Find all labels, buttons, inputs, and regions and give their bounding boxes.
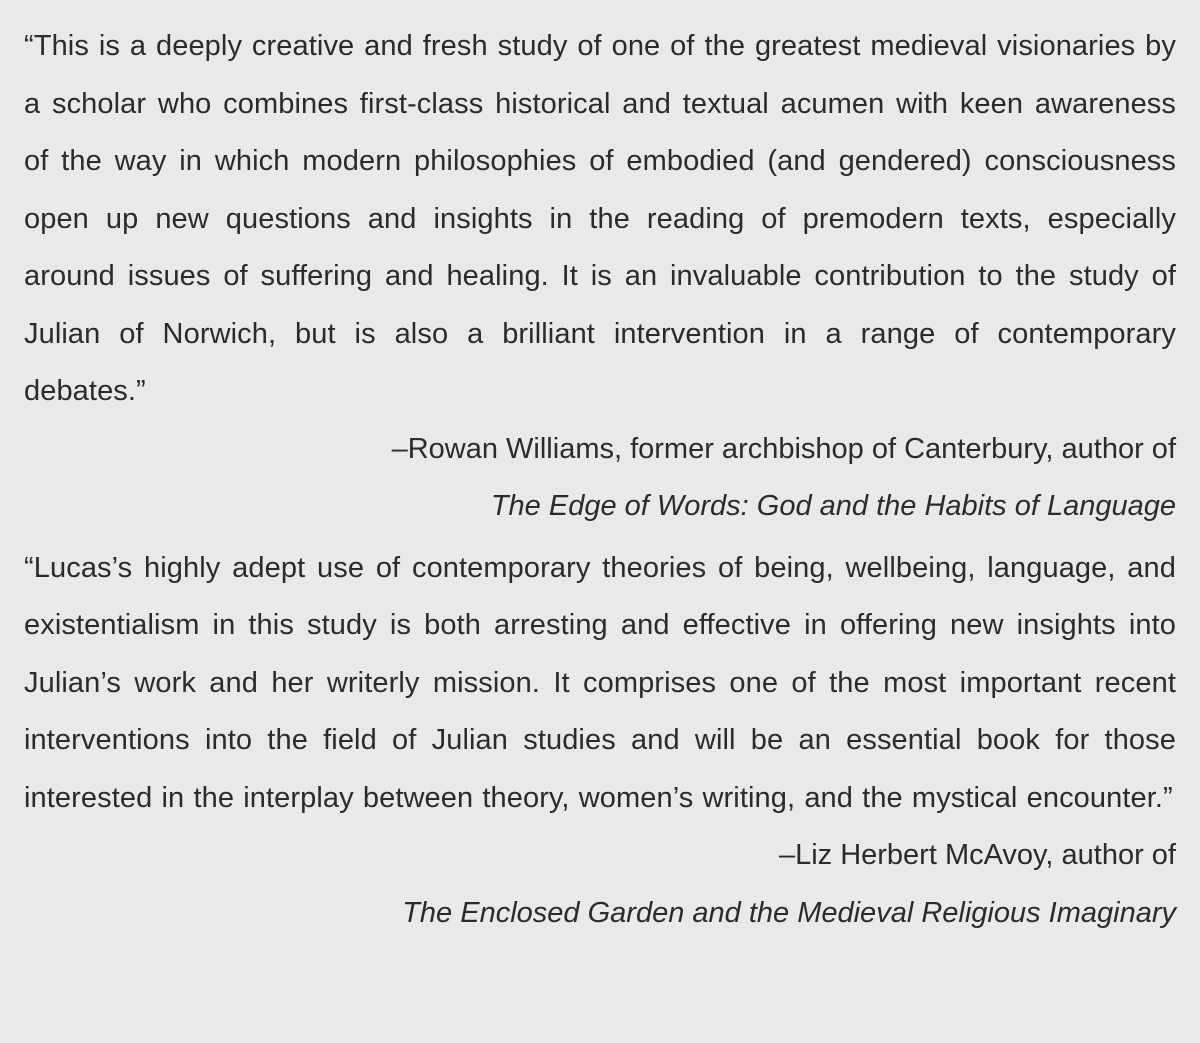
- endorsement-liz-herbert-mcavoy: [24, 540, 1176, 943]
- endorsement-attribution: [24, 421, 1176, 536]
- endorsement-quote: “This is a deeply creative and fresh study of one of the greatest medieval visionaries by a scholar who combines first-class historical and textual acumen with keen awareness of the way in which modern philosophies of embodied (and gendered) consciousness open up new questions and insights in the reading of premodern texts, especially around issues of suffering and healing. It is an invaluable contribution to the study of Julian of Norwich, but is also a brilliant intervention in a range of contemporary debates.”: [24, 30, 1176, 407]
- attribution-book-title: The Edge of Words: God and the Habits of Language: [490, 490, 1176, 522]
- endorsement-attribution: [24, 827, 1176, 942]
- endorsement-quote: “Lucas’s highly adept use of contemporary theories of being, wellbeing, language, and existentialism in this study is both arresting and effective in offering new insights into Julian’s work and her writerly mission. It comprises one of the most important recent interventions into the field of Julian studies and will be an essential book for those interested in the interplay between theory, women’s writing, and the mystical encounter.”: [24, 551, 1176, 814]
- endorsement-rowan-williams: [24, 18, 1176, 536]
- attribution-book-title: The Enclosed Garden and the Medieval Religious Imaginary: [402, 896, 1176, 929]
- attribution-author: –Liz Herbert McAvoy, author of: [778, 839, 1176, 871]
- attribution-author: –Rowan Williams, former archbishop of Canterbury, author of: [391, 432, 1176, 465]
